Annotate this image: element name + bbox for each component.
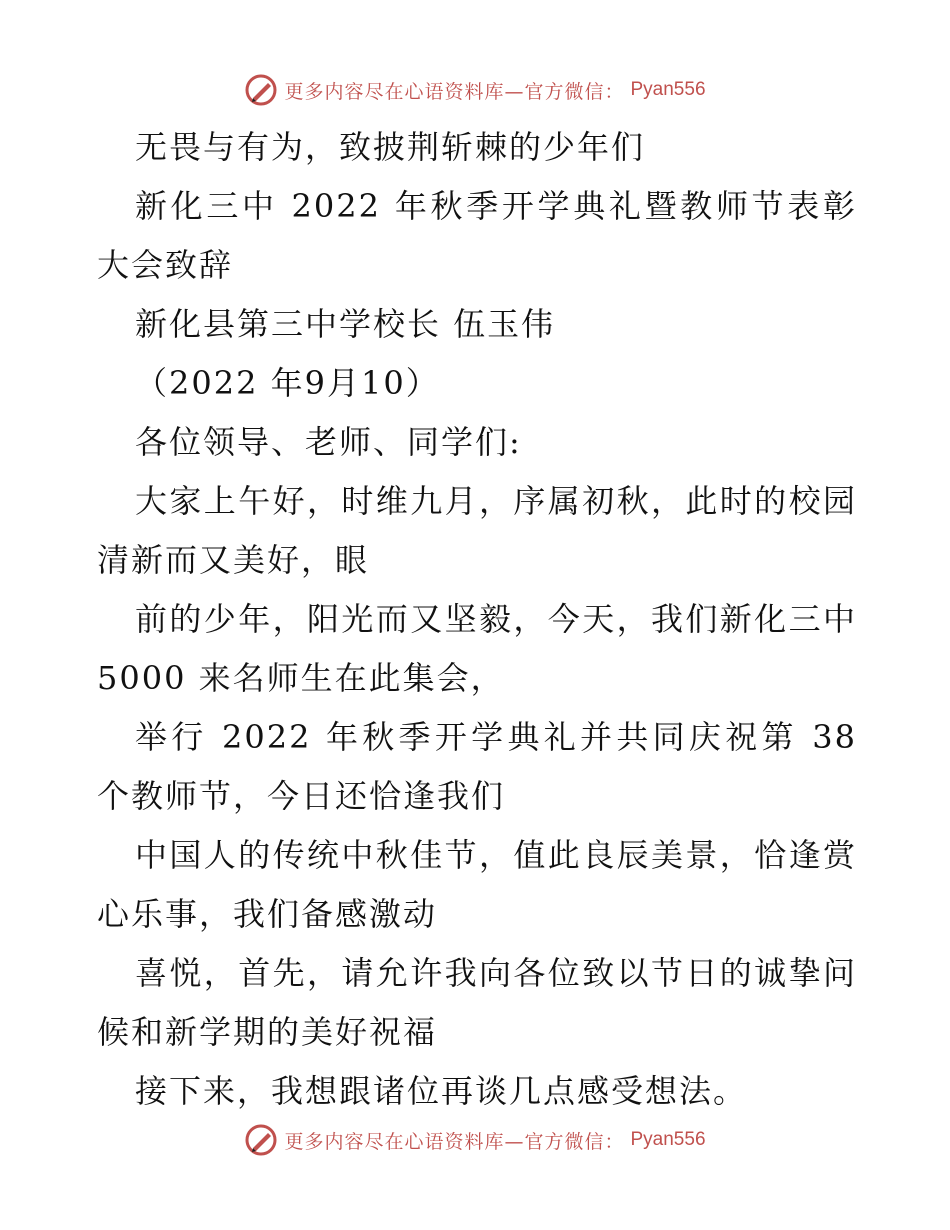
- body-paragraph: 大家上午好，时维九月，序属初秋，此时的校园清新而又美好，眼: [97, 482, 857, 579]
- watermark-wechat-id: Pyan556: [630, 79, 706, 100]
- body-paragraph: 喜悦，首先，请允许我向各位致以节日的诚挚问候和新学期的美好祝福: [97, 954, 857, 1051]
- watermark-text: 更多内容尽在心语资料库—官方微信：: [284, 1130, 625, 1153]
- watermark-text: 更多内容尽在心语资料库—官方微信：: [284, 80, 625, 103]
- salutation: 各位领导、老师、同学们:: [135, 423, 522, 461]
- body-paragraph: 前的少年，阳光而又坚毅，今天，我们新化三中 5000 来名师生在此集会，: [97, 600, 870, 697]
- body-paragraph: 中国人的传统中秋佳节，值此良辰美景，恰逢赏心乐事，我们备感激动: [97, 836, 857, 933]
- date-line: （2022 年9月10）: [135, 364, 440, 402]
- body-paragraph: 接下来，我想跟诸位再谈几点感受想法。: [135, 1072, 748, 1110]
- watermark-wechat-id: Pyan556: [630, 1129, 706, 1150]
- document-body: [97, 118, 870, 1121]
- body-paragraph: 举行 2022 年秋季开学典礼并共同庆祝第 38 个教师节，今日还恰逢我们: [97, 718, 870, 815]
- author-line: 新化县第三中学校长 伍玉伟: [135, 305, 556, 343]
- document-title: 无畏与有为，致披荆斩棘的少年们: [135, 128, 646, 166]
- footer-watermark: [0, 1120, 950, 1160]
- document-subtitle: 新化三中 2022 年秋季开学典礼暨教师节表彰大会致辞: [97, 187, 857, 284]
- pen-logo-icon: [244, 1123, 278, 1157]
- pen-logo-icon: [244, 73, 278, 107]
- header-watermark: [0, 70, 950, 110]
